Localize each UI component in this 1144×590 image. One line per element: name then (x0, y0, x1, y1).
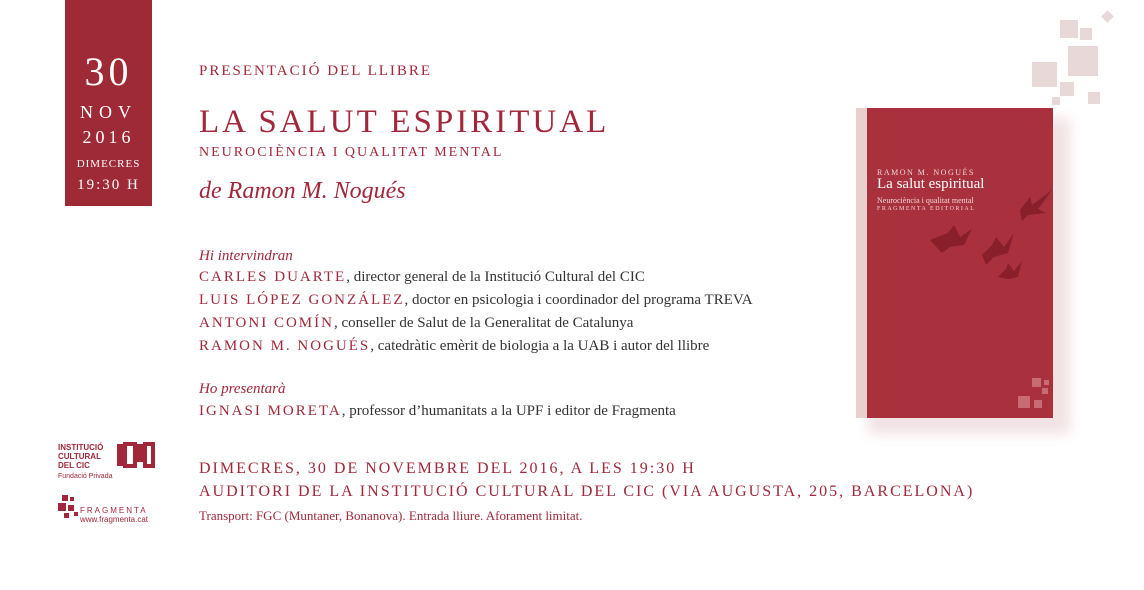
speaker-role: , doctor en psicologia i coordinador del programa TREVA (404, 292, 753, 308)
presenter-role: , professor d’humanitats a la UPF i editor de Fragmenta (341, 403, 676, 419)
speaker-name: ANTONI COMÍN (199, 315, 334, 331)
speaker-row (199, 338, 709, 355)
speaker-name: CARLES DUARTE (199, 269, 347, 285)
fragmenta-logo-name: FRAGMENTA (80, 506, 148, 515)
speaker-role: , director general de la Institució Cultural del CIC (346, 269, 645, 285)
speaker-row (199, 269, 645, 286)
transport-info: Transport: FGC (Muntaner, Bonanova). Entrada lliure. Aforament limitat. (199, 508, 583, 523)
book-cover-subtitle: Neurociència i qualitat mental (877, 196, 974, 205)
birds-illustration (920, 185, 1060, 285)
cic-logo-text: INSTITUCIÓ CULTURAL DEL CIC (58, 443, 104, 470)
event-when: DIMECRES, 30 DE NOVEMBRE DEL 2016, A LES 19:30 H (199, 460, 696, 477)
date-month: NOV (80, 102, 137, 122)
speaker-row (199, 315, 633, 332)
cic-logo-icon (117, 442, 155, 468)
speaker-name: LUIS LÓPEZ GONZÁLEZ (199, 292, 405, 308)
fragmenta-logo-icon (58, 495, 80, 521)
presenter-name: IGNASI MORETA (199, 403, 342, 419)
cic-logo-subtitle: Fundació Privada (58, 473, 113, 480)
presenter-row (199, 403, 676, 420)
presenter-label: Ho presentarà (199, 381, 286, 397)
date-weekday: DIMECRES (76, 158, 141, 170)
book-cover-publisher: FRAGMENTA EDITORIAL (877, 206, 976, 212)
date-year: 2016 (82, 127, 135, 147)
speaker-row (199, 292, 753, 309)
date-day: 30 (84, 49, 133, 94)
fragmenta-url[interactable]: www.fragmenta.cat (80, 515, 149, 524)
book-subtitle-heading: NEUROCIÈNCIA I QUALITAT MENTAL (199, 145, 504, 160)
book-spine (856, 108, 867, 418)
event-where: AUDITORI DE LA INSTITUCIÓ CULTURAL DEL CIC (VIA AUGUSTA, 205, BARCELONA) (199, 483, 975, 500)
pre-title: PRESENTACIÓ DEL LLIBRE (199, 63, 433, 79)
speaker-role: , catedràtic emèrit de biologia a la UAB i autor del llibre (370, 338, 710, 354)
book-title-heading: LA SALUT ESPIRITUAL (199, 104, 610, 140)
date-block (65, 0, 152, 206)
speaker-name: RAMON M. NOGUÉS (199, 338, 371, 354)
book-cover-title: La salut espiritual (877, 176, 985, 192)
speaker-role: , conseller de Salut de la Generalitat de Catalunya (333, 315, 634, 331)
book-cover-author: RAMON M. NOGUÉS (877, 168, 975, 177)
date-time: 19:30 H (77, 177, 140, 193)
speakers-label: Hi intervindran (199, 248, 293, 264)
author-line: de Ramon M. Nogués (199, 178, 406, 204)
